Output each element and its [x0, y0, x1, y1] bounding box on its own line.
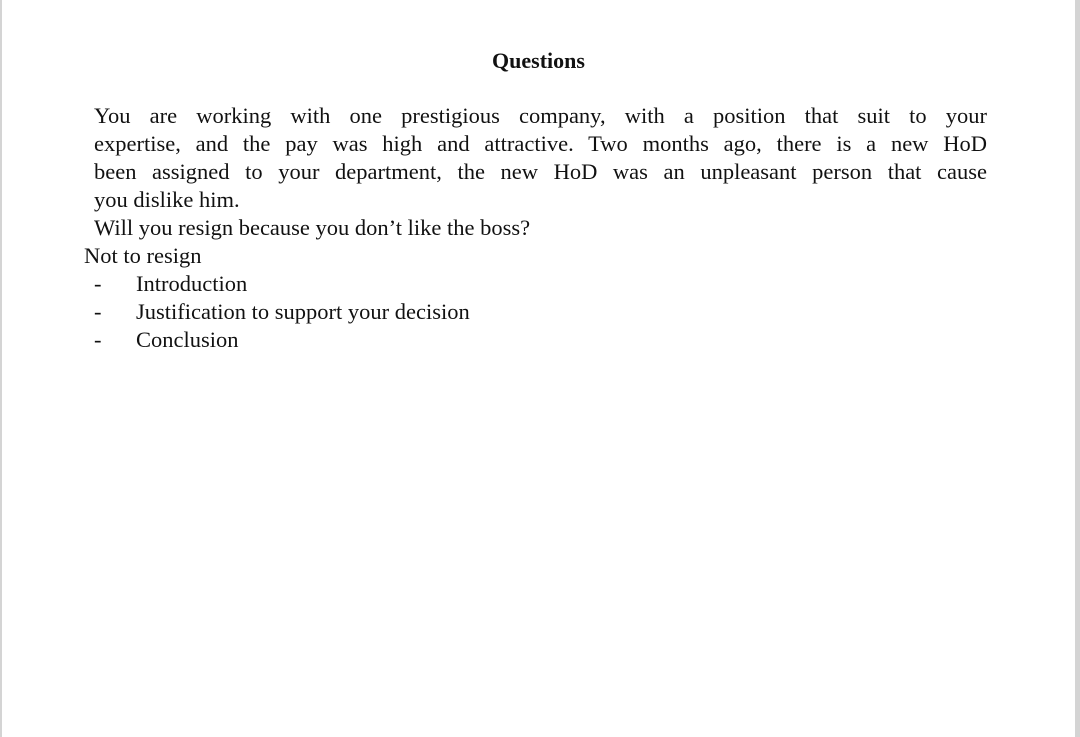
paragraph-line: you dislike him. [94, 187, 240, 212]
question-text: Will you resign because you don’t like the boss? [94, 215, 531, 240]
paragraph-line: expertise, and the pay was high and attractive. Two months ago, there is a new HoD [94, 131, 987, 156]
paragraph-line: You are working with one prestigious company, with a position that suit to your [94, 103, 987, 128]
document-page [2, 0, 1075, 737]
question-paragraph [94, 102, 987, 214]
bullet-dash: - [94, 327, 102, 352]
list-item-label: Justification to support your decision [136, 299, 470, 324]
bullet-dash: - [94, 299, 102, 324]
bullet-dash: - [94, 271, 102, 296]
document-title: Questions [492, 48, 585, 73]
paragraph-line: been assigned to your department, the new HoD was an unpleasant person that cause [94, 159, 987, 184]
list-item-label: Introduction [136, 271, 248, 296]
right-border [1075, 0, 1080, 737]
answer-text: Not to resign [84, 243, 202, 268]
list-item-label: Conclusion [136, 327, 239, 352]
